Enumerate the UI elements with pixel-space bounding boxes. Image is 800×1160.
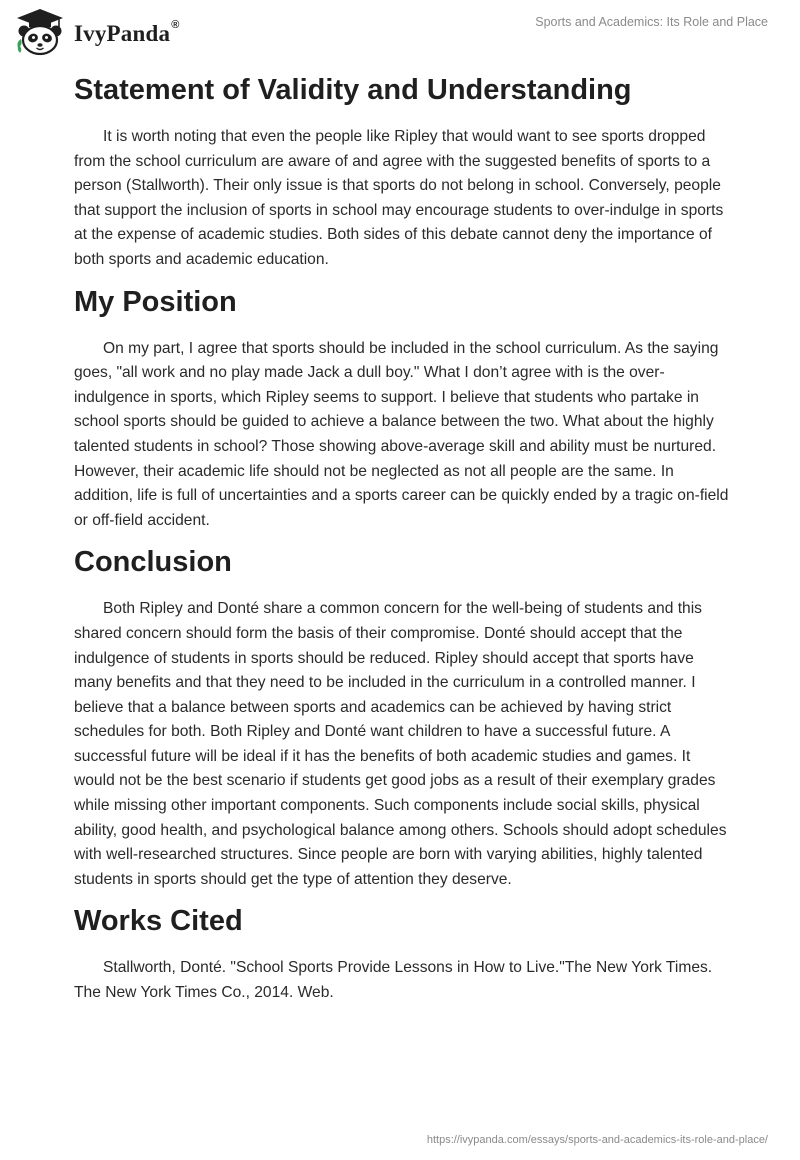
panda-graduation-icon (14, 8, 66, 56)
page-header (0, 0, 800, 70)
citation-entry: Stallworth, Donté. "School Sports Provide Lessons in How to Live."The New York Times. The New York Times Co., 2014. Web. (74, 959, 713, 1002)
source-url-link[interactable]: https://ivypanda.com/essays/sports-and-academics-its-role-and-place/ (426, 1134, 768, 1146)
section-position (74, 284, 734, 534)
ivypanda-logo[interactable] (14, 8, 180, 56)
brand-name: IvyPanda® (74, 19, 180, 46)
section-heading: Works Cited (74, 905, 243, 938)
registered-mark: ® (171, 19, 180, 31)
section-validity (74, 72, 734, 273)
section-conclusion (74, 544, 734, 892)
section-heading: Conclusion (74, 546, 232, 579)
section-paragraph: Both Ripley and Donté share a common concern for the well-being of students and this shared concern should form the basis of their compromise. Donté should accept that the indulgence of students in sports should be reduced. Ripley should accept that sports have many benefits and that they need to be included in the curriculum in a controlled manner. I believe that a balance between sports and academics can be achieved by having strict schedules for both. Both Ripley and Donté want children to have a successful future. A successful future will be ideal if it has the benefits of both academic studies and games. It would not be the best scenario if students get good jobs as a result of their exemplary grades while missing other important components. Such components include social skills, physical ability, good health, and psychological balance among others. Schools should adopt schedules with well-researched structures. Since people are born with varying abilities, highly talented students in sports should get the type of attention they deserve. (74, 600, 727, 888)
document-title: Sports and Academics: Its Role and Place (535, 15, 768, 29)
essay-content (74, 72, 734, 1017)
section-paragraph: It is worth noting that even the people like Ripley that would want to see sports dropped from the school curriculum are aware of and agree with the suggested benefits of sports to a person (Stallworth). Their only issue is that sports do not belong in school. Conversely, people that support the inclusion of sports in school may encourage students to over-indulge in sports at the expense of academic studies. Both sides of this debate cannot deny the importance of both sports and academic education. (74, 128, 724, 268)
section-heading: Statement of Validity and Understanding (74, 74, 632, 106)
section-heading: My Position (74, 285, 237, 318)
section-works-cited (74, 903, 734, 1005)
section-paragraph: On my part, I agree that sports should be included in the school curriculum. As the saying goes, "all work and no play made Jack a dull boy." What I don’t agree with is the over-indulgence in sports, which Ripley seems to support. I believe that students who partake in school sports should be guided to achieve a balance between the two. What about the highly talented students in school? Those showing above-average skill and ability must be nurtured. However, their academic life should not be neglected as not all people are the same. In addition, life is full of uncertainties and a sports career can be quickly ended by a tragic on-field or off-field accident. (74, 339, 729, 529)
